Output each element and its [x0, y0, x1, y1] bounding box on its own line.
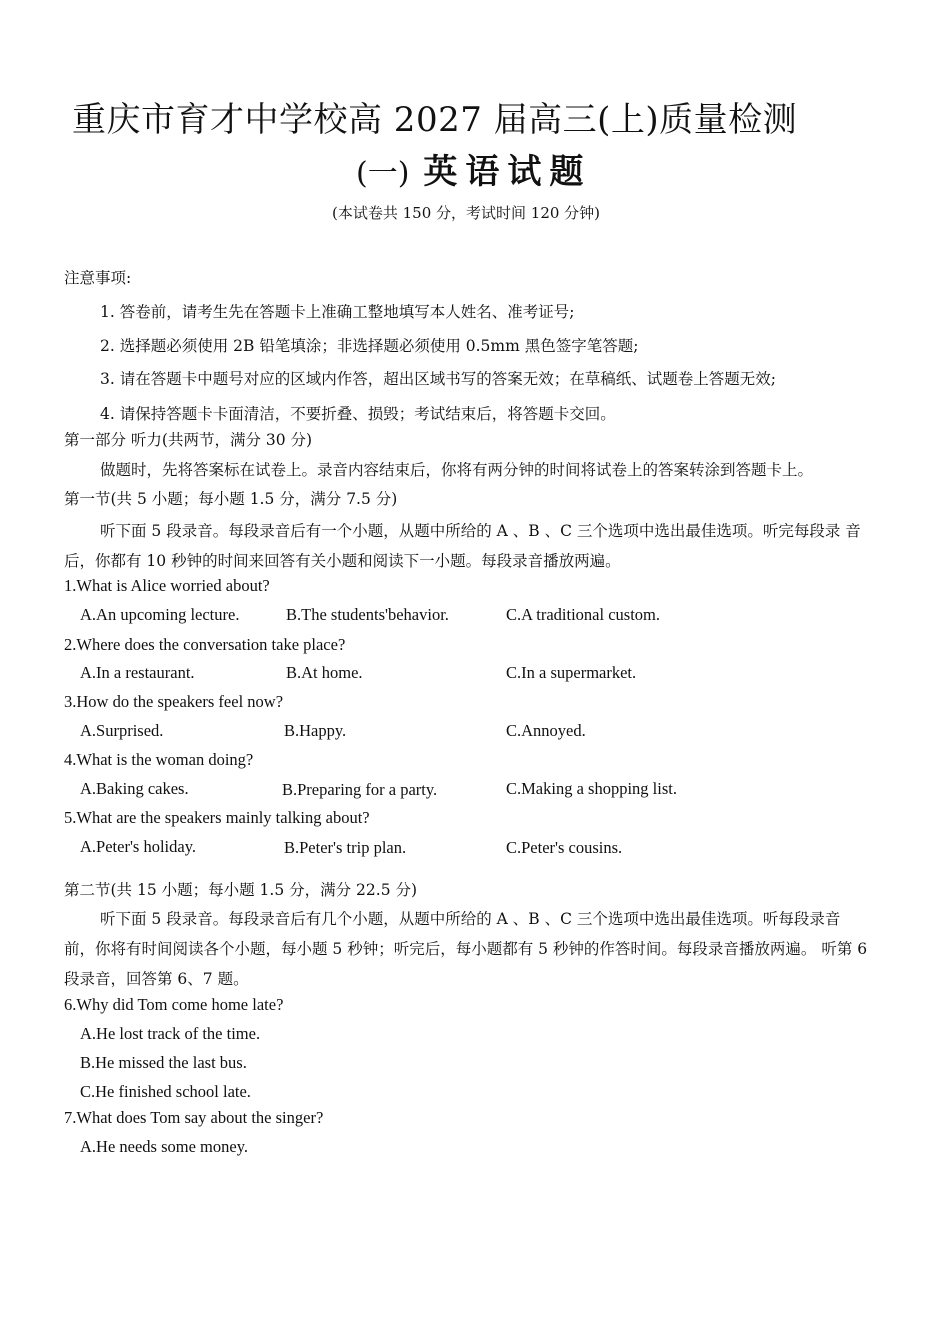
option-a: A.He needs some money.: [80, 1137, 249, 1156]
option-a: A.In a restaurant.: [80, 663, 195, 682]
option-c: C.He finished school late.: [80, 1082, 251, 1101]
section1-heading: 第一节(共 5 小题；每小题 1.5 分，满分 7.5 分): [64, 490, 398, 508]
question-2: 2.Where does the conversation take place?: [64, 635, 346, 654]
section1-instruction: 听下面 5 段录音。每段录音后有一个小题，从题中所给的 A 、B 、C 三个选项中选出最佳选项。听完每段录 音后，你都有 10 秒钟的时间来回答有关小题和阅读下一小题。每段录音播放两遍。: [64, 522, 861, 570]
option-b: B.Preparing for a party.: [282, 780, 438, 799]
option-c: C.A traditional custom.: [506, 605, 660, 624]
question-5: 5.What are the speakers mainly talking about?: [64, 808, 370, 827]
option-b: B.Happy.: [284, 721, 347, 740]
exam-title-line2: [356, 150, 591, 196]
option-b: B.Peter's trip plan.: [284, 838, 407, 857]
option-a: A.An upcoming lecture.: [80, 605, 240, 624]
option-a: A.Surprised.: [80, 721, 164, 740]
option-b: B.He missed the last bus.: [80, 1053, 247, 1072]
option-b: B.The students'behavior.: [286, 605, 449, 624]
option-c: C.Making a shopping list.: [506, 779, 677, 798]
option-a: A.Baking cakes.: [80, 779, 189, 798]
option-b: B.At home.: [286, 663, 363, 682]
option-a: A.Peter's holiday.: [80, 837, 197, 856]
exam-subject: 英语试题: [423, 152, 592, 192]
part1-instruction: 做题时，先将答案标在试卷上。录音内容结束后，你将有两分钟的时间将试卷上的答案转涂到答题卡上。: [100, 461, 814, 479]
option-a: A.He lost track of the time.: [80, 1024, 261, 1043]
exam-title-line1: 重庆市育才中学校高 2027 届高三(上)质量检测: [72, 100, 798, 140]
exam-subtitle: (本试卷共 150 分，考试时间 120 分钟): [332, 204, 601, 222]
question-3: 3.How do the speakers feel now?: [64, 692, 284, 711]
question-1: 1.What is Alice worried about?: [64, 576, 270, 595]
section2-heading: 第二节(共 15 小题；每小题 1.5 分，满分 22.5 分): [64, 881, 418, 899]
section2-instruction: 听下面 5 段录音。每段录音后有几个小题，从题中所给的 A 、B 、C 三个选项中选出最佳选项。听每段录音 前，你将有时间阅读各个小题，每小题 5 秒钟；听完后，每小题都有 5 秒钟的作答时间。每段录音播放两遍。 听第 6 段录音，回答第 6、7 题。: [64, 910, 868, 988]
notice-item: 3. 请在答题卡中题号对应的区域内作答，超出区域书写的答案无效；在草稿纸、试题卷上答题无效;: [100, 370, 776, 388]
question-4: 4.What is the woman doing?: [64, 750, 254, 769]
part1-heading: 第一部分 听力(共两节，满分 30 分): [64, 431, 313, 449]
option-c: C.Annoyed.: [506, 721, 586, 740]
option-c: C.In a supermarket.: [506, 663, 637, 682]
notice-item: 2. 选择题必须使用 2B 铅笔填涂；非选择题必须使用 0.5mm 黑色签字笔答题;: [100, 337, 639, 355]
exam-number: (一): [356, 156, 410, 191]
option-c: C.Peter's cousins.: [506, 838, 623, 857]
question-6: 6.Why did Tom come home late?: [64, 995, 284, 1014]
question-7: 7.What does Tom say about the singer?: [64, 1108, 324, 1127]
notice-heading: 注意事项:: [64, 269, 132, 287]
notice-item: 4. 请保持答题卡卡面清洁，不要折叠、损毁；考试结束后，将答题卡交回。: [100, 405, 616, 423]
notice-item: 1. 答卷前，请考生先在答题卡上准确工整地填写本人姓名、准考证号;: [100, 303, 575, 321]
